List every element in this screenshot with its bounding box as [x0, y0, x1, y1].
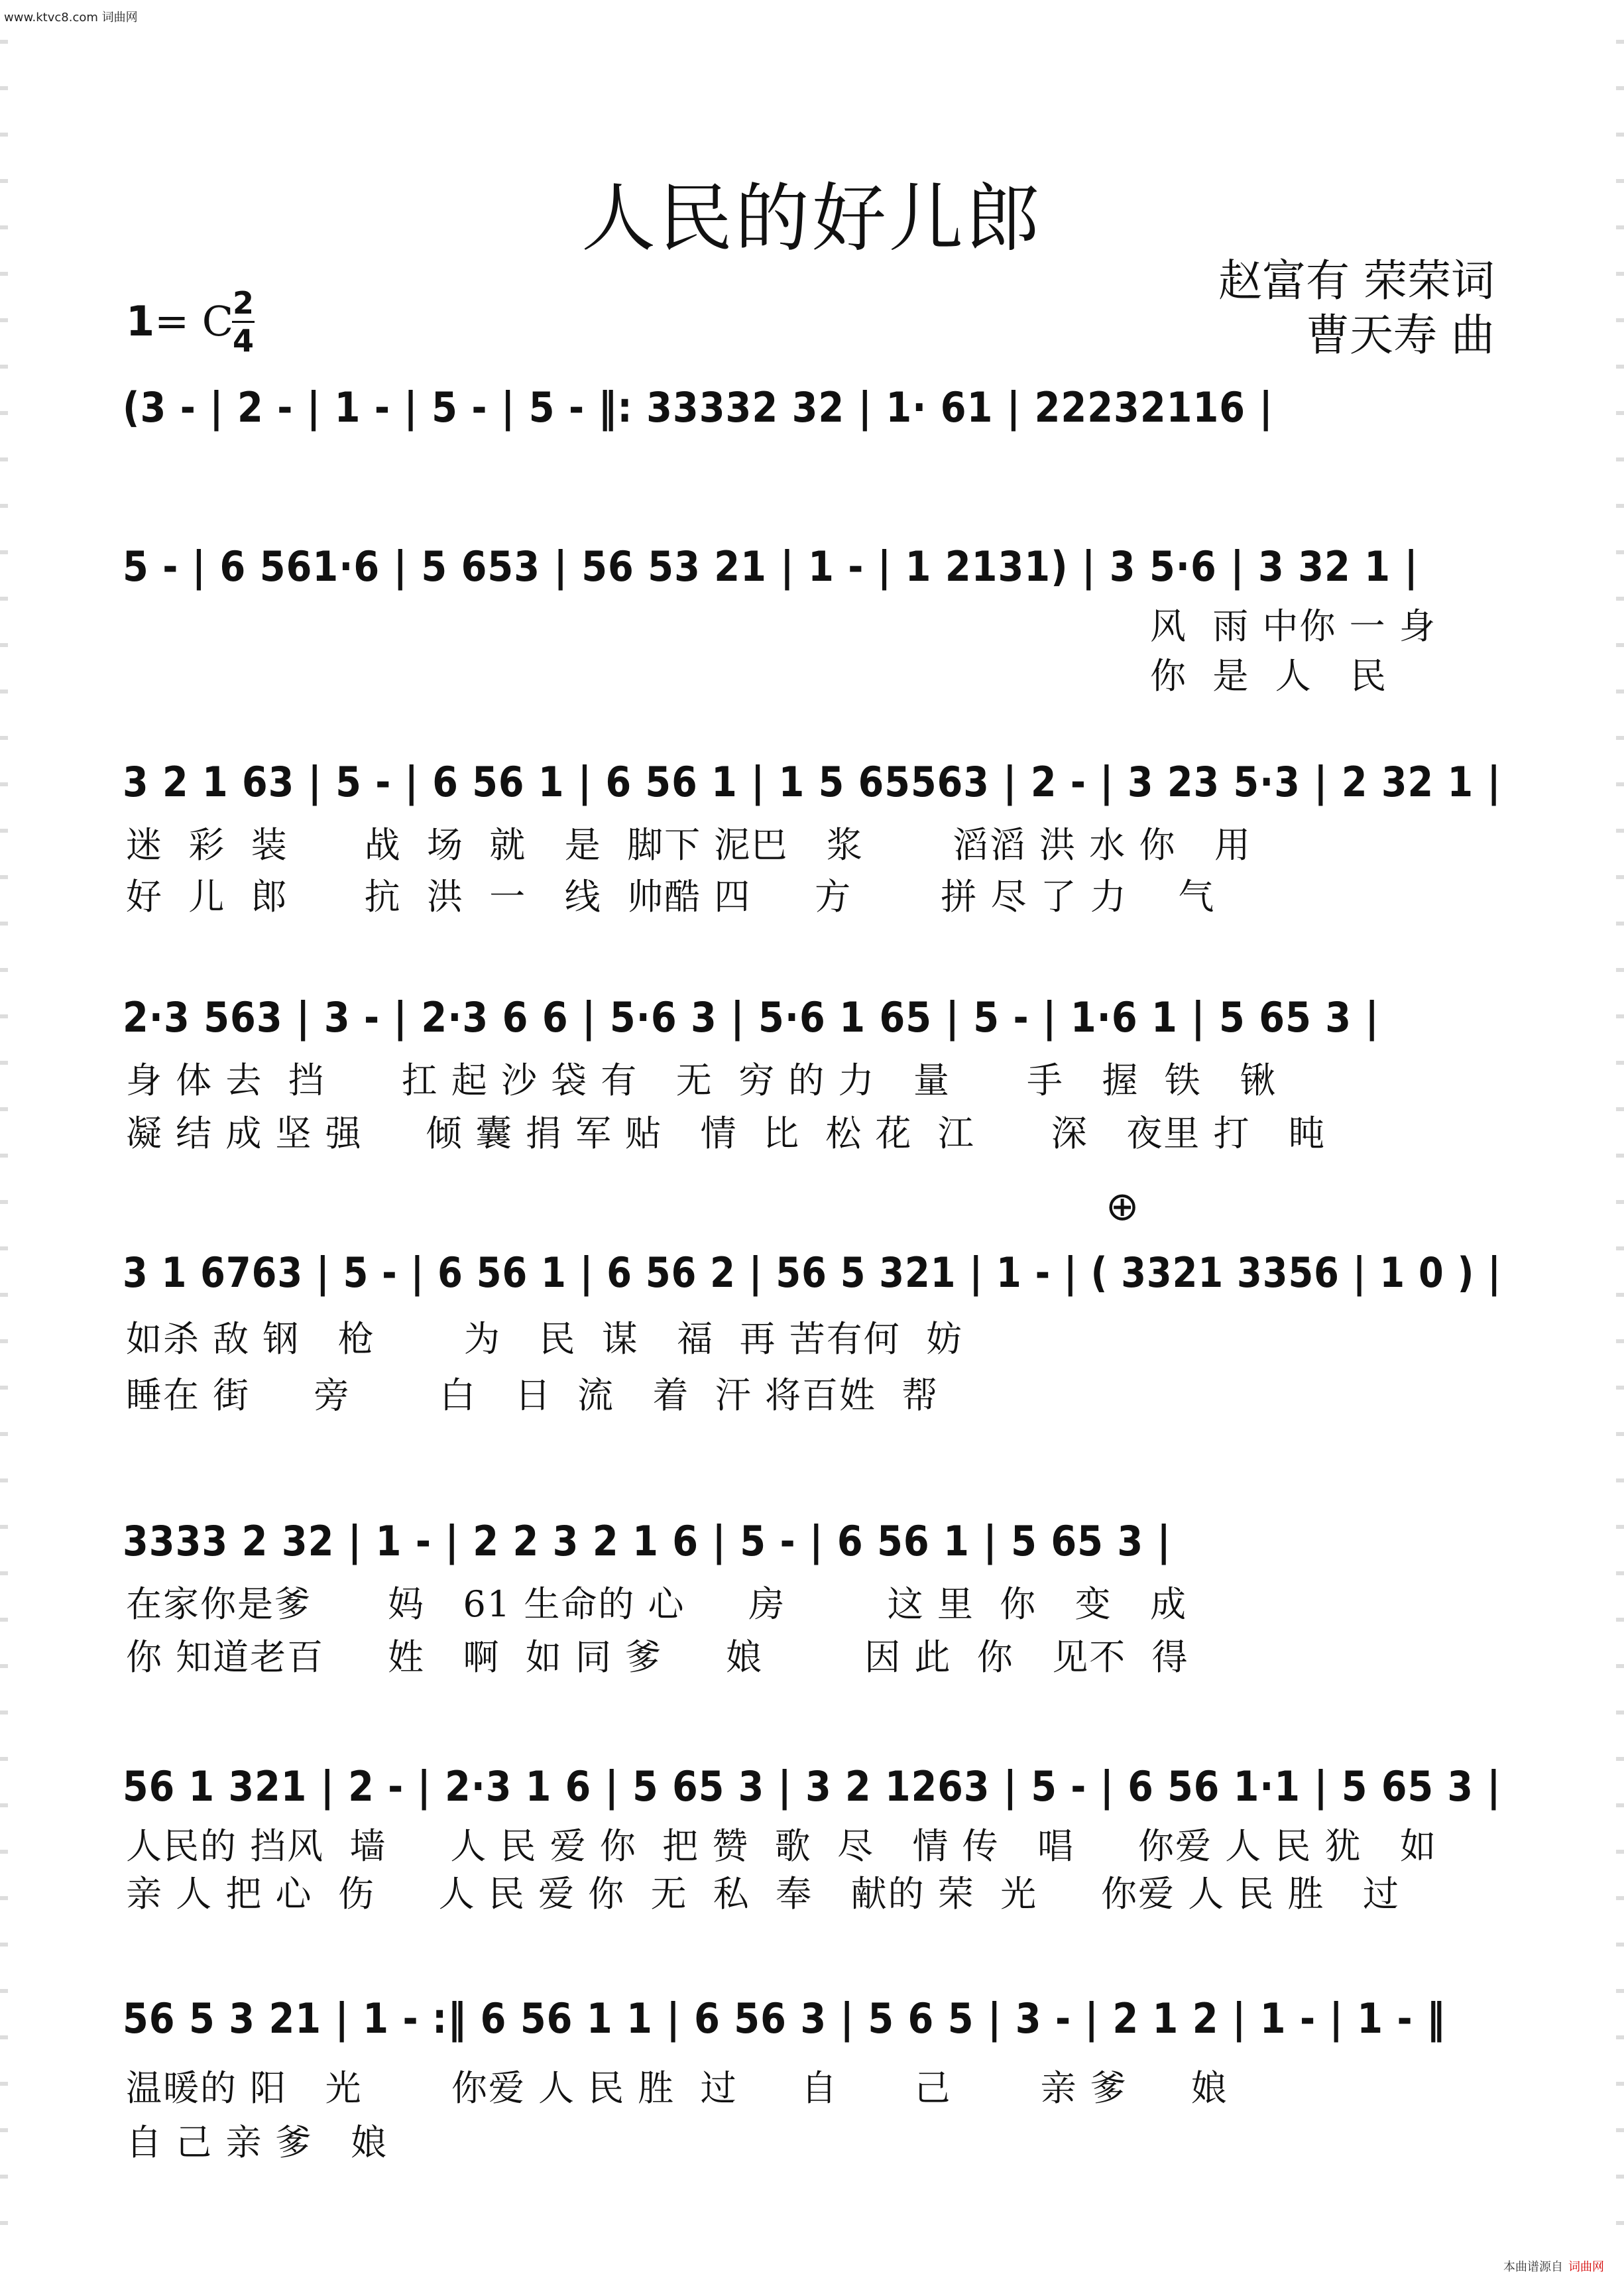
staff-notes: 3333 2 32 | 1 - | 2 2 3 2 1 6 | 5 - | 6 56 1 | 5 65 3 | — [123, 1517, 1171, 1565]
staff-notes: 3 1 6763 | 5 - | 6 56 1 | 6 56 2 | 56 5 321 | 1 - | ( 3321 3356 | 1 0 ) | — [123, 1248, 1501, 1297]
composer-credit: 曹天寿 曲 — [1306, 310, 1495, 361]
key-signature — [126, 297, 233, 345]
time-top: 2 — [232, 285, 254, 321]
lyric-line: 风 雨 中你 一 身 — [1150, 605, 1436, 647]
song-title: 人民的好儿郎 — [581, 176, 1043, 262]
left-border-watermark — [0, 40, 8, 2261]
staff-notes: 56 1 321 | 2 - | 2·3 1 6 | 5 65 3 | 3 2 1263 | 5 - | 6 56 1·1 | 5 65 3 | — [123, 1762, 1501, 1811]
lyric-line: 你 知道老百 姓 啊 如 同 爹 娘 因 此 你 见不 得 — [126, 1636, 1189, 1678]
lyric-line: 亲 人 把 心 伤 人 民 爱 你 无 私 奉 献的 荣 光 你爱 人 民 胜 过 — [126, 1873, 1400, 1915]
lyric-line: 在家你是爹 妈 61 生命的 心 房 这 里 你 变 成 — [126, 1583, 1188, 1625]
lyric-line: 人民的 挡风 墙 人 民 爱 你 把 赞 歌 尽 情 传 唱 你爱 人 民 犹 如 — [126, 1825, 1437, 1867]
staff-5 — [123, 1246, 1501, 1326]
page-header — [0, 0, 1624, 29]
time-signature — [232, 286, 255, 357]
staff-notes: 5 - | 6 561·6 | 5 653 | 56 53 21 | 1 - | 1 2131) | 3 5·6 | 3 32 1 | — [123, 542, 1419, 591]
lyric-line: 好 儿 郎 抗 洪 一 线 帅酷 四 方 拼 尽 了 力 气 — [126, 876, 1216, 918]
site-url[interactable]: www.ktvc8.com 词曲网 — [4, 11, 138, 25]
lyric-line: 睡在 街 旁 白 日 流 着 汗 将百姓 帮 — [126, 1374, 939, 1416]
lyric-line: 如杀 敌 钢 枪 为 民 谋 福 再 苦有何 妨 — [126, 1318, 964, 1360]
right-border-watermark — [1616, 40, 1624, 2261]
lyric-line: 凝 结 成 坚 强 倾 囊 捐 军 贴 情 比 松 花 江 深 夜里 打 盹 — [126, 1112, 1326, 1154]
lyricist-credit: 赵富有 荣荣词 — [1218, 255, 1495, 306]
staff-1 — [123, 381, 1501, 461]
staff-8 — [123, 1992, 1501, 2072]
footer — [1503, 2257, 1604, 2275]
lyric-line: 迷 彩 装 战 场 就 是 脚下 泥巴 浆 滔滔 洪 水 你 用 — [126, 824, 1251, 866]
time-bottom: 4 — [232, 323, 254, 359]
staff-notes: 56 5 3 21 | 1 - :‖ 6 56 1 1 | 6 56 3 | 5 6 5 | 3 - | 2 1 2 | 1 - | 1 - ‖ — [123, 1994, 1446, 2043]
coda-sign: ⊕ — [1106, 1183, 1139, 1230]
lyric-line: 温暖的 阳 光 你爱 人 民 胜 过 自 己 亲 爹 娘 — [126, 2067, 1228, 2109]
lyric-line: 自 己 亲 爹 娘 — [126, 2122, 388, 2163]
lyric-line: 身 体 去 挡 扛 起 沙 袋 有 无 穷 的 力 量 手 握 铁 锹 — [126, 1059, 1277, 1101]
lyric-line: 你 是 人 民 — [1150, 655, 1388, 697]
staff-notes: 3 2 1 63 | 5 - | 6 56 1 | 6 56 1 | 1 5 65563 | 2 - | 3 23 5·3 | 2 32 1 | — [123, 758, 1501, 806]
footer-source: 本曲谱源自 — [1503, 2260, 1563, 2274]
staff-notes: (3 - | 2 - | 1 - | 5 - | 5 - ‖: 33332 32 | 1· 61 | 22232116 | — [123, 383, 1273, 432]
footer-site[interactable]: 词曲网 — [1568, 2260, 1604, 2274]
key-eq: = C — [154, 297, 234, 345]
key-label: 1 — [126, 297, 155, 345]
staff-notes: 2·3 563 | 3 - | 2·3 6 6 | 5·6 3 | 5·6 1 65 | 5 - | 1·6 1 | 5 65 3 | — [123, 993, 1379, 1042]
